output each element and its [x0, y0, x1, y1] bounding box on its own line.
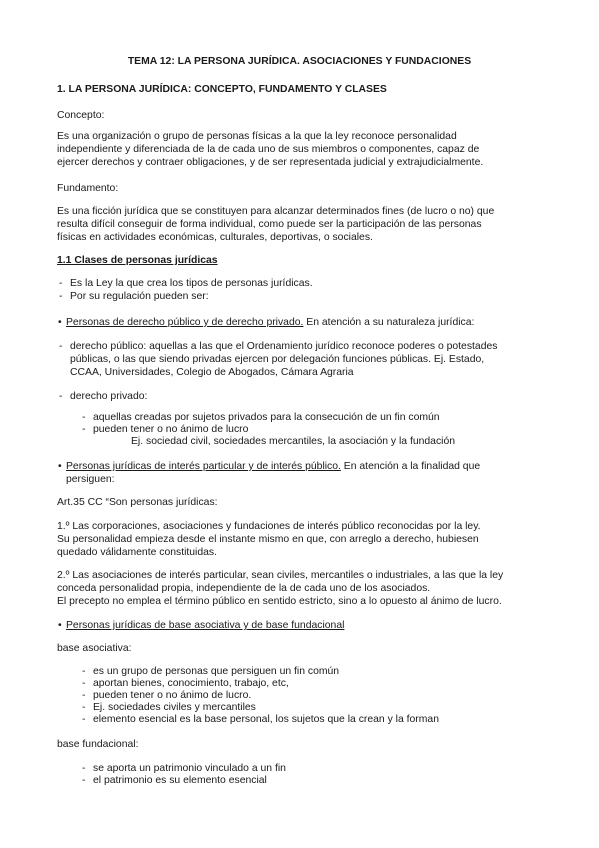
fundamento-line: resulta difícil conseguir de forma individual, como puede ser la participación de las personas: [57, 219, 482, 230]
article-line: Su personalidad empieza desde el instante mismo en que, con arreglo a derecho, hubiesen: [57, 534, 479, 545]
list-item: es un grupo de personas que persiguen un fin común: [93, 666, 340, 677]
list-item: pueden tener o no ánimo de lucro.: [93, 690, 252, 701]
dash-marker: -: [59, 341, 63, 352]
list-item: elemento esencial es la base personal, los sujetos que la crean y la forman: [93, 714, 439, 725]
example-line: Ej. sociedad civil, sociedades mercantiles, la asociación y la fundación: [131, 436, 456, 447]
article-line: 1.º Las corporaciones, asociaciones y fundaciones de interés público reconocidas por la ley.: [57, 521, 481, 532]
list-item: se aporta un patrimonio vinculado a un fin: [93, 763, 286, 774]
dash-marker: -: [82, 424, 86, 435]
bullet-cont: persiguen:: [66, 474, 115, 485]
list-item: el patrimonio es su elemento esencial: [93, 775, 267, 786]
bullet-marker: •: [58, 317, 62, 328]
article-line: El precepto no emplea el término público en sentido estricto, sino a lo opuesto al ánimo de lucro.: [57, 596, 502, 607]
dash-marker: -: [82, 678, 86, 689]
dash-marker: -: [82, 714, 86, 725]
dash-marker: -: [82, 666, 86, 677]
concepto-line: ejercer derechos y contraer obligaciones, y de ser representada judicial y extrajudicialmente.: [57, 157, 484, 168]
base-fundacional-label: base fundacional:: [57, 739, 139, 750]
list-item: Por su regulación pueden ser:: [70, 291, 209, 302]
article-line: quedado válidamente constituidas.: [57, 547, 218, 558]
article-line: conceda personalidad propia, independiente de la de cada uno de los asociados.: [57, 583, 431, 594]
list-item: derecho público: aquellas a las que el Ordenamiento jurídico reconoce poderes o potestades: [70, 341, 498, 352]
bullet-paragraph: [66, 461, 480, 474]
dash-marker: -: [59, 391, 63, 402]
concepto-line: Es una organización o grupo de personas físicas a la que la ley reconoce personalidad: [57, 131, 457, 142]
fundamento-line: Es una ficción jurídica que se constituyen para alcanzar determinados fines (de lucro o no) que: [57, 206, 495, 217]
dash-marker: -: [82, 702, 86, 713]
document-title: TEMA 12: LA PERSONA JURÍDICA. ASOCIACIONES Y FUNDACIONES: [127, 56, 472, 67]
dash-marker: -: [82, 412, 86, 423]
subsection-heading: 1.1 Clases de personas jurídicas: [57, 255, 218, 266]
dash-marker: -: [59, 291, 63, 302]
fundamento-line: físicas en actividades económicas, culturales, deportivas, o sociales.: [57, 232, 373, 243]
dash-marker: -: [82, 690, 86, 701]
dash-marker: -: [82, 775, 86, 786]
dash-marker: -: [59, 278, 63, 289]
fundamento-label: Fundamento:: [57, 183, 119, 194]
bullet-rest: En atención a su naturaleza jurídica:: [303, 317, 475, 328]
list-item: pueden tener o no ánimo de lucro: [93, 424, 249, 435]
list-item-cont: CCAA, Universidades, Colegio de Abogados, Cámara Agraria: [70, 367, 354, 378]
section-heading: 1. LA PERSONA JURÍDICA: CONCEPTO, FUNDAMENTO Y CLASES: [57, 84, 387, 95]
base-asociativa-label: base asociativa:: [57, 643, 132, 654]
article-line: 2.º Las asociaciones de interés particular, sean civiles, mercantiles o industriales, a las que la ley: [57, 570, 504, 581]
bullet-paragraph: [66, 317, 474, 330]
dash-marker: -: [82, 763, 86, 774]
list-item: aquellas creadas por sujetos privados para la consecución de un fin común: [93, 412, 440, 423]
bullet-title: Personas de derecho público y de derecho privado.: [66, 317, 304, 328]
list-item: Es la Ley la que crea los tipos de personas jurídicas.: [70, 278, 313, 289]
bullet-rest: En atención a la finalidad que: [340, 461, 481, 472]
bullet-title: Personas jurídicas de interés particular y de interés público.: [66, 461, 341, 472]
bullet-title: Personas jurídicas de base asociativa y de base fundacional: [66, 620, 345, 631]
bullet-marker: •: [58, 620, 62, 631]
list-item: Ej. sociedades civiles y mercantiles: [93, 702, 256, 713]
list-item: aportan bienes, conocimiento, trabajo, etc,: [93, 678, 289, 689]
article-intro: Art.35 CC “Son personas jurídicas:: [57, 497, 218, 508]
concepto-line: independiente y diferenciada de la de cada uno de sus miembros o componentes, capaz de: [57, 144, 480, 155]
list-item: derecho privado:: [70, 391, 148, 402]
list-item-cont: públicas, o las que siendo privadas ejercen por delegación funciones públicas. Ej. Estado,: [70, 354, 485, 365]
concepto-label: Concepto:: [57, 110, 105, 121]
bullet-marker: •: [58, 461, 62, 472]
